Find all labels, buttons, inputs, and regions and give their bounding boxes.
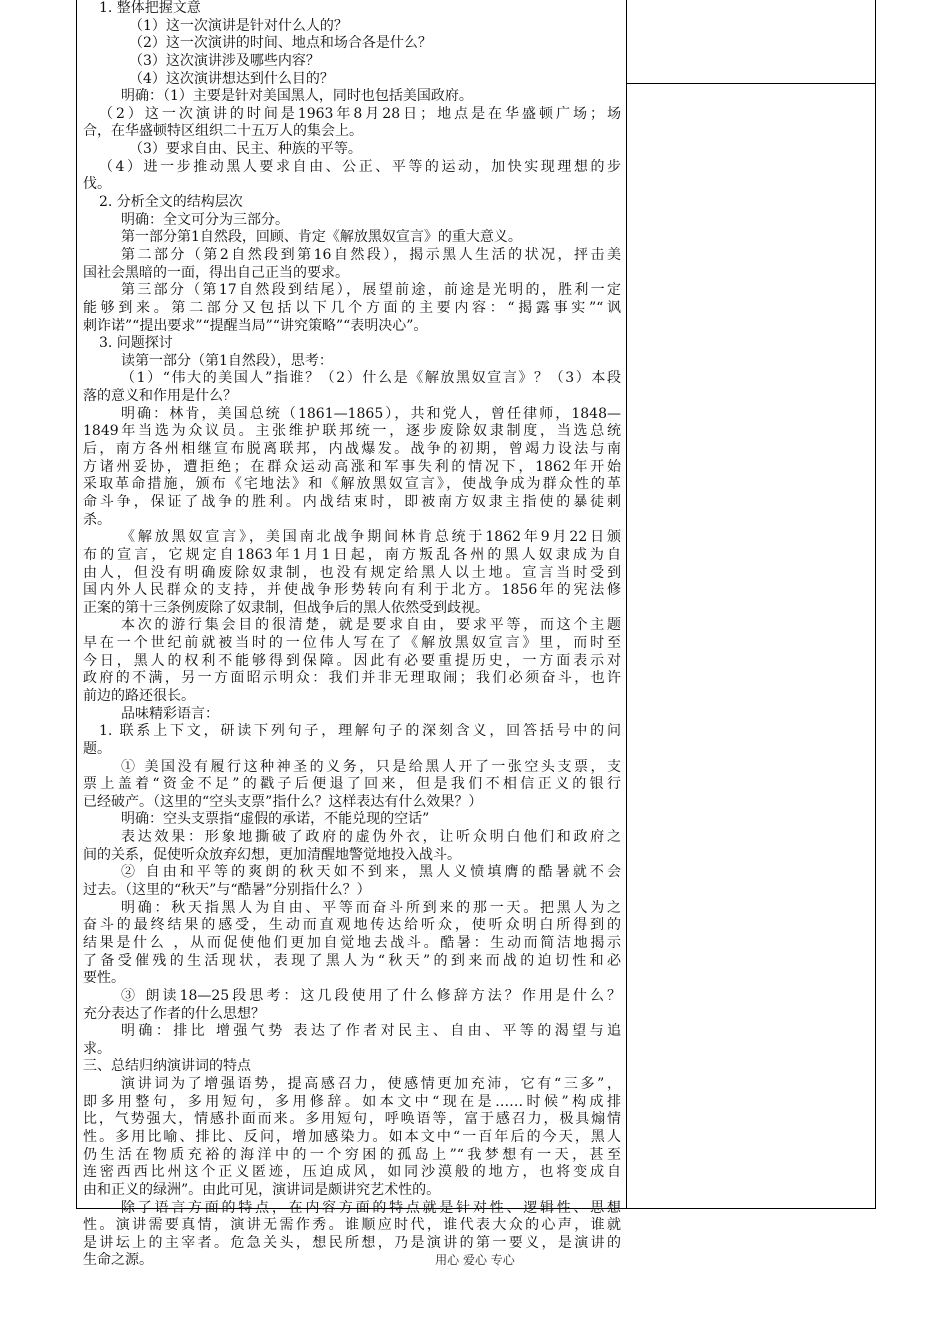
text-line: 即多用整句，多用短句，多用修辞。如本文中“现在是……时候”构成排 [83,1093,621,1110]
text-line: 政府的不满，另一方面昭示明众：我们并非无理取闹；我们必须奋斗，也许 [83,670,621,687]
text-line: 伐。 [83,176,111,193]
text-line: 刺诈诺”“提出要求”“提醒当局”“讲究策略”“表明决心”。 [83,317,428,334]
text-line: 明确：（1）主要是针对美国黑人，同时也包括美国政府。 [121,88,473,105]
text-line: 生命之源。 [83,1252,153,1269]
text-line: （4）这次演讲想达到什么目的？ [129,70,334,87]
text-line: 合，在华盛顿特区组织二十五万人的集会上。 [83,123,363,140]
text-line: 明确：林肯，美国总统（1861—1865），共和党人，曾任律师，1848— [121,405,621,422]
text-line: 落的意义和作用是什么？ [83,388,237,405]
text-line: 早在一个世纪前就被当时的一位伟人写在了《解放黑奴宣言》里，而时至 [83,635,621,652]
text-line: （4）进一步推动黑人要求自由、公正、平等的运动，加快实现理想的步 [99,158,621,175]
text-line: 方诸州妥协，遭拒绝；在群众运动高涨和军事失利的情况下，1862年开始 [83,458,621,475]
text-line: 充分表达了作者的什么思想？ [83,1005,265,1022]
text-line: 今日，黑人的权利不能够得到保障。因此有必要重提历史，一方面表示对 [83,652,621,669]
text-line: 国社会黑暗的一面，得出自己正当的要求。 [83,264,349,281]
text-line: 结果是什么 ，从而促使他们更加自觉地去战斗。酷暑：生动而简洁地揭示 [83,934,621,951]
text-line: 第三部分（第17自然段到结尾），展望前途，前途是光明的，胜利一定 [121,282,621,299]
text-line: 性。演讲需要真情，演讲无需作秀。谁顺应时代，谁代表大众的心声，谁就 [83,1217,621,1234]
text-line: 1. 整体把握文意 [99,0,201,16]
text-line: 要性。 [83,970,125,987]
text-line: 读第一部分（第1自然段），思考： [121,352,333,369]
lesson-content [83,0,621,1270]
text-line: 三、总结归纳演讲词的特点 [83,1058,251,1075]
text-line: （2）这一次演讲的时间、地点和场合各是什么？ [129,35,432,52]
text-line: 第二部分（第2自然段到第16自然段），揭示黑人生活的状况，抨击美 [121,246,621,263]
text-line: 品味精彩语言： [121,705,219,722]
text-line: （3）这次演讲涉及哪些内容？ [129,52,320,69]
text-line: （2）这一次演讲的时间是1963年8月28日；地点是在华盛顿广场；场 [99,105,621,122]
text-line: 了备受催残的生活现状，表现了黑人为“秋天”的到来而战的迫切性和必 [83,952,621,969]
text-line: 由和正义的绿洲”。由此可见，演讲词是颇讲究艺术性的。 [83,1181,441,1198]
text-line: 连密西西比州这个正义匿迹，压迫成风，如同沙漠般的地方，也将变成自 [83,1164,621,1181]
text-line: 本次的游行集会目的很清楚，就是要求自由，要求平等，而这个主题 [121,617,621,634]
text-line: ① 美国没有履行这种神圣的义务，只是给黑人开了一张空头支票，支 [121,758,621,775]
text-line: 后，南方各州相继宣布脱离联邦，内战爆发。战争的初期，曾竭力设法与南 [83,441,621,458]
text-line: 布的宣言，它规定自1863年1月1日起，南方叛乱各州的黑人奴隶成为自 [83,546,621,563]
text-line: ③ 朗读18—25段思考：这几段使用了什么修辞方法？作用是什么？ [121,987,621,1004]
text-line: ② 自由和平等的爽朗的秋天如不到来，黑人义愤填膺的酷暑就不会 [121,864,621,881]
text-line: 已经破产。（这里的“空头支票”指什么？这样表达有什么效果？） [83,793,483,810]
text-line: 明确：空头支票指“虚假的承诺，不能兑现的空话” [121,811,430,828]
text-line: 国内外人民群众的支持，并使战争形势转向有利于北方。1856年的宪法修 [83,582,621,599]
text-line: 1849年当选为众议员。主张维护联邦统一，逐步废除奴隶制度，当选总统 [83,423,621,440]
text-line: 正案的第十三条例废除了奴隶制，但战争后的黑人依然受到歧视。 [83,599,489,616]
column-divider [626,0,627,1208]
text-line: 演讲词为了增强语势，提高感召力，使感情更加充沛，它有“三多”， [121,1076,621,1093]
text-line: 仍生活在物质充裕的海洋中的一个穷困的孤岛上”“我梦想有一天，甚至 [83,1146,621,1163]
text-line: 第一部分第1自然段，回顾、肯定《解放黑奴宣言》的重大意义。 [121,229,522,246]
text-line: 性。多用比喻、排比、反问，增加感染力。如本文中“一百年后的今天，黑人 [83,1129,621,1145]
text-line: 明确：排比 增强气势 表达了作者对民主、自由、平等的渴望与追 [121,1023,621,1040]
page-footer: 用心 爱心 专心 [435,1253,515,1267]
text-line: 票上盖着“资金不足”的戳子后便退了回来，但是我们不相信正义的银行 [83,776,621,793]
side-column-rule [626,83,875,84]
text-line: 表达效果：形象地撕破了政府的虚伪外衣，让听众明白他们和政府之 [121,829,621,846]
text-line: 能够到来。第二部分又包括以下几个方面的主要内容：“揭露事实”“讽 [83,299,621,316]
text-line: 前边的路还很长。 [83,687,195,704]
text-line: 3. 问题探讨 [99,335,173,352]
text-line: 由人，但没有明确废除奴隶制，也没有规定给黑人以土地。宣言当时受到 [83,564,621,581]
text-line: 除了语言方面的特点，在内容方面的特点就是针对性、逻辑性、思想 [121,1199,621,1216]
text-line: 《解放黑奴宣言》，美国南北战争期间林肯总统于1862年9月22日颁 [121,529,621,546]
text-line: 间的关系，促使听众放弃幻想，更加清醒地警觉地投入战斗。 [83,846,461,863]
text-line: （1）这一次演讲是针对什么人的？ [129,17,348,34]
text-line: 求。 [83,1040,111,1057]
text-line: 明确：秋天指黑人为自由、平等而奋斗所到来的那一天。把黑人为之 [121,899,621,916]
text-line: 命斗争，保证了战争的胜利。内战结束时，即被南方奴隶主指使的暴徒刺 [83,493,621,510]
text-line: （3）要求自由、民主、种族的平等。 [129,141,362,158]
text-line: 奋斗的最终结果的感受，生动而直观地传达给听众，使听众明白所得到的 [83,917,621,934]
text-line: （1）“伟大的美国人”指谁？（2）什么是《解放黑奴宣言》？（3）本段 [121,370,621,387]
text-line: 杀。 [83,511,111,528]
text-line: 2. 分析全文的结构层次 [99,194,243,211]
text-line: 比，气势强大，情感扑面而来。多用短句，呼唤语等，富于感召力，极具煽情 [83,1111,621,1128]
text-line: 采取革命措施，颁布《宅地法》和《解放黑奴宣言》，使战争成为群众性的革 [83,476,621,493]
text-line: 是讲坛上的主宰者。危急关头，想民所想，乃是演讲的第一要义，是演讲的 [83,1234,621,1251]
text-line: 题。 [83,740,111,757]
text-line: 过去。（这里的“秋天”与“酷暑”分别指什么？） [83,882,371,899]
text-line: 1. 联系上下文，研读下列句子，理解句子的深刻含义，回答括号中的问 [99,723,621,740]
text-line: 明确：全文可分为三部分。 [121,211,289,228]
